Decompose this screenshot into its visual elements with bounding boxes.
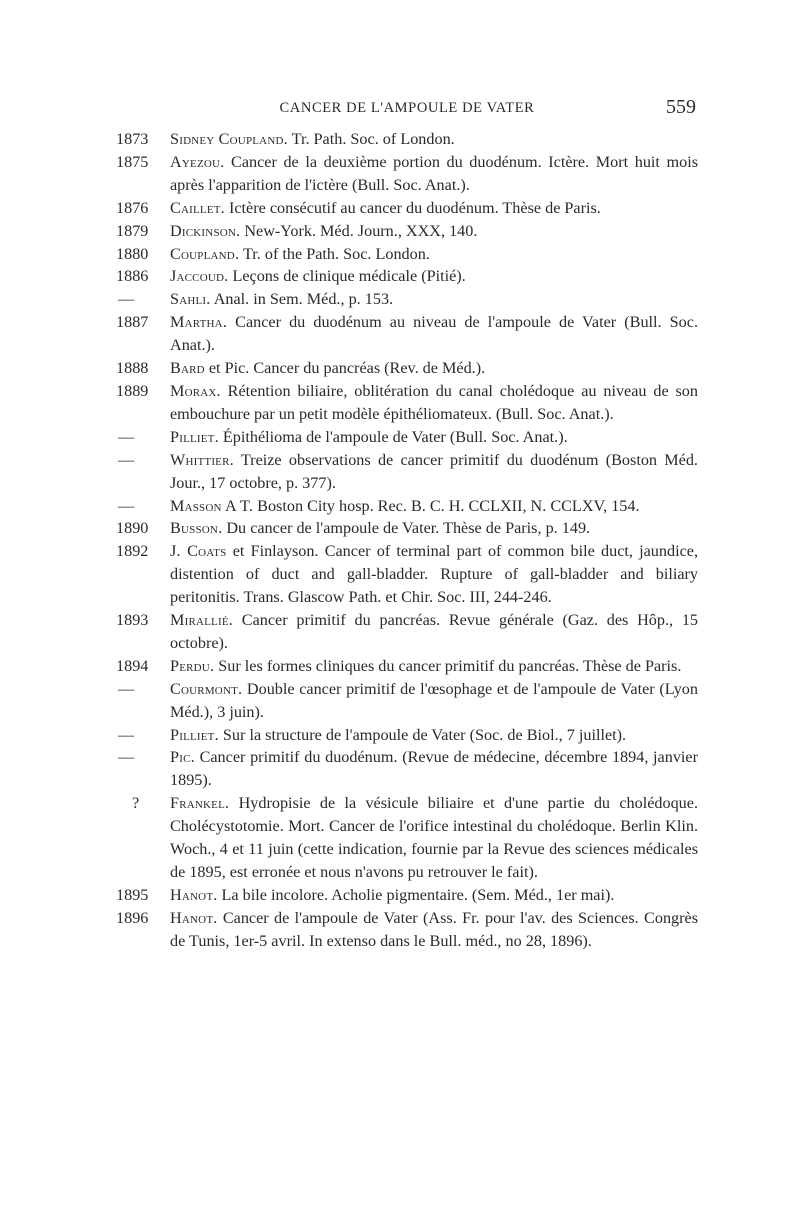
- entry-author: Caillet.: [170, 198, 225, 217]
- bibliography-entry: [116, 449, 698, 495]
- entry-text: Double cancer primitif de l'œsophage et de l'ampoule de Vater (Lyon Méd.), 3 juin).: [170, 679, 698, 721]
- entry-author: Courmont.: [170, 679, 243, 698]
- entry-year: ?: [132, 794, 140, 813]
- entry-year: 1876: [116, 198, 149, 217]
- entry-year: 1887: [116, 313, 149, 332]
- bibliography-entry: [116, 288, 698, 311]
- entry-author: Masson A T.: [170, 496, 254, 515]
- entry-year: —: [118, 427, 135, 446]
- entry-year: 1879: [116, 221, 149, 240]
- entry-text: Ictère consécutif au cancer du duodénum. Thèse de Paris.: [228, 198, 601, 217]
- bibliography-entry: [116, 609, 698, 655]
- entry-year: 1886: [116, 267, 149, 286]
- entry-author: Coupland.: [170, 244, 240, 263]
- bibliography-list: [116, 128, 698, 953]
- bibliography-entry: [116, 517, 698, 540]
- entry-year: —: [118, 496, 135, 515]
- bibliography-entry: [116, 151, 698, 197]
- entry-author: Busson.: [170, 519, 223, 538]
- bibliography-entry: [116, 197, 698, 220]
- entry-author: Perdu.: [170, 656, 215, 675]
- bibliography-entry: [116, 311, 698, 357]
- bibliography-entry: [116, 426, 698, 449]
- bibliography-entry: [116, 357, 698, 380]
- entry-author: Bard: [170, 359, 205, 378]
- bibliography-entry: [116, 540, 698, 609]
- entry-year: 1896: [116, 908, 149, 927]
- entry-text: Cancer du duodénum au niveau de l'ampoule de Vater (Bull. Soc. Anat.).: [170, 313, 699, 355]
- entry-author: Hanot.: [170, 885, 218, 904]
- entry-year: —: [118, 748, 135, 767]
- entry-text: Treize observations de cancer primitif du duodénum (Boston Méd. Jour., 17 octobre, p. 377).: [170, 450, 698, 492]
- entry-year: 1895: [116, 885, 149, 904]
- bibliography-entry: [116, 655, 698, 678]
- entry-author: Martha.: [170, 313, 228, 332]
- entry-author: J. Coats: [170, 542, 227, 561]
- entry-text: Du cancer de l'ampoule de Vater. Thèse de Paris, p. 149.: [226, 519, 591, 538]
- entry-text: New-York. Méd. Journ., XXX, 140.: [244, 221, 478, 240]
- entry-author: Ayezou.: [170, 152, 225, 171]
- entry-text: Anal. in Sem. Méd., p. 153.: [213, 290, 394, 309]
- entry-text: Épithélioma de l'ampoule de Vater (Bull. Soc. Anat.).: [222, 427, 568, 446]
- entry-author: Frankel.: [170, 794, 230, 813]
- entry-author: Whittier.: [170, 450, 234, 469]
- entry-text: Cancer de l'ampoule de Vater (Ass. Fr. pour l'av. des Sciences. Congrès de Tunis, 1er-5 avril. In extenso dans le Bull. méd., no 28, 1896).: [170, 908, 699, 950]
- bibliography-entry: [116, 746, 698, 792]
- entry-author: Pic.: [170, 748, 195, 767]
- entry-author: Jaccoud.: [170, 267, 229, 286]
- entry-author: Pilliet.: [170, 725, 219, 744]
- running-title: CANCER DE L'AMPOULE DE VATER: [279, 100, 535, 116]
- entry-text: Tr. of the Path. Soc. London.: [242, 244, 430, 263]
- entry-text: Cancer de la deuxième portion du duodénum. Ictère. Mort huit mois après l'apparition de l'ictère (Bull. Soc. Anat.).: [170, 152, 698, 194]
- bibliography-entry: [116, 265, 698, 288]
- entry-text: Leçons de clinique médicale (Pitié).: [232, 267, 466, 286]
- entry-author: Sahli.: [170, 290, 211, 309]
- entry-text: Rétention biliaire, oblitération du canal cholédoque au niveau de son embouchure par un petit modèle épithéliomateux. (Bull. Soc. Anat.).: [170, 381, 698, 423]
- bibliography-entry: [116, 792, 698, 884]
- bibliography-entry: [116, 220, 698, 243]
- entry-author: Mirallié.: [170, 611, 234, 630]
- entry-year: 1889: [116, 381, 149, 400]
- bibliography-entry: [116, 678, 698, 724]
- entry-year: 1888: [116, 359, 149, 378]
- entry-year: 1873: [116, 130, 149, 148]
- entry-text: Boston City hosp. Rec. B. C. H. CCLXII, N. CCLXV, 154.: [257, 496, 640, 515]
- entry-year: —: [118, 290, 135, 309]
- entry-year: 1880: [116, 244, 149, 263]
- entry-text: Sur les formes cliniques du cancer primitif du pancréas. Thèse de Paris.: [218, 656, 682, 675]
- entry-text: et Finlayson. Cancer of terminal part of common bile duct, jaundice, distention of duct and gall-bladder. Rupture of gall-bladder and biliary peritonitis. Trans. Glascow Path. et Chir. Soc. III, 244-246.: [170, 542, 699, 607]
- bibliography-entry: [116, 380, 698, 426]
- entry-author: Hanot.: [170, 908, 218, 927]
- bibliography-entry: [116, 907, 698, 953]
- bibliography-entry: [116, 243, 698, 266]
- entry-text: Hydropisie de la vésicule biliaire et d'une partie du cholédoque. Cholécystotomie. Mort. Cancer de l'orifice intestinal du cholédoque. Berlin Klin. Woch., 4 et 11 juin (cette indication, fournie par la Revue des sciences médicales de 1895, est erronée et nous n'avons pu retrouver le fait).: [170, 794, 698, 881]
- entry-text: et Pic. Cancer du pancréas (Rev. de Méd.).: [208, 359, 486, 378]
- page-header: [116, 96, 698, 122]
- entry-year: 1892: [116, 542, 149, 561]
- entry-author: Dickinson.: [170, 221, 241, 240]
- entry-text: La bile incolore. Acholie pigmentaire. (Sem. Méd., 1er mai).: [221, 885, 615, 904]
- entry-year: —: [118, 679, 135, 698]
- entry-text: Tr. Path. Soc. of London.: [291, 130, 455, 148]
- entry-year: 1893: [116, 611, 149, 630]
- bibliography-entry: [116, 884, 698, 907]
- entry-text: Cancer primitif du duodénum. (Revue de médecine, décembre 1894, janvier 1895).: [170, 748, 699, 790]
- bibliography-entry: [116, 724, 698, 747]
- entry-author: Pilliet.: [170, 427, 219, 446]
- entry-year: —: [118, 725, 135, 744]
- entry-year: 1890: [116, 519, 149, 538]
- entry-author: Morax.: [170, 381, 221, 400]
- entry-text: Cancer primitif du pancréas. Revue générale (Gaz. des Hôp., 15 octobre).: [170, 611, 699, 652]
- bibliography-entry: [116, 495, 698, 518]
- entry-year: —: [118, 450, 135, 469]
- page-number: 559: [666, 96, 696, 118]
- bibliography-entry: [116, 128, 698, 151]
- entry-author: Sidney Coupland.: [170, 130, 288, 148]
- entry-year: 1894: [116, 656, 149, 675]
- entry-year: 1875: [116, 152, 149, 171]
- entry-text: Sur la structure de l'ampoule de Vater (Soc. de Biol., 7 juillet).: [222, 725, 627, 744]
